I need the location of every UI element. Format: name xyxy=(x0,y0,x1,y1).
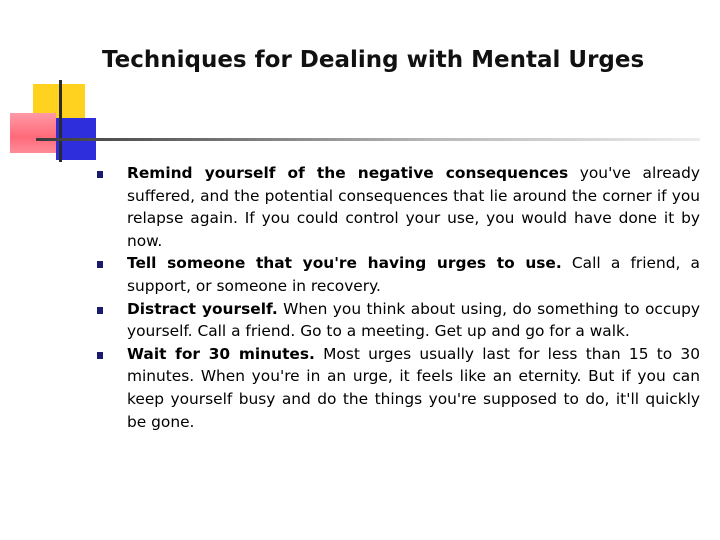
square-bullet-icon xyxy=(97,307,103,314)
bullet-item xyxy=(96,298,700,343)
bullet-list xyxy=(96,162,700,433)
bullet-text: you've already suffered, and the potential consequences that lie around the corner if you relapse again. If you could control your use, you would have done it by now. xyxy=(127,164,700,250)
square-bullet-icon xyxy=(97,352,103,359)
bullet-item xyxy=(96,252,700,297)
bullet-text: Call a friend, a support, or someone in recovery. xyxy=(127,254,700,295)
bullet-lead: Distract yourself. xyxy=(127,299,278,318)
bullet-lead: Remind yourself of the negative consequences xyxy=(127,164,569,182)
bullet-text: When you think about using, do something to occupy yourself. Call a friend. Go to a meeting. Get up and go for a walk. xyxy=(127,299,700,341)
bullet-item xyxy=(96,162,700,252)
decorative-pink-block xyxy=(10,113,56,153)
bullet-lead: Wait for 30 minutes. xyxy=(127,344,315,363)
square-bullet-icon xyxy=(97,171,103,178)
bullet-item xyxy=(96,343,700,433)
decorative-vertical-line xyxy=(59,80,62,162)
slide-title: Techniques for Dealing with Mental Urges xyxy=(102,47,645,73)
bullet-lead: Tell someone that you're having urges to use. xyxy=(127,254,562,273)
square-bullet-icon xyxy=(97,261,103,268)
bullet-text: Most urges usually last for less than 15 to 30 minutes. When you're in an urge, it feels like an eternity. But if you can keep yourself busy and do the things you're supposed to do, it'll quickly be gone. xyxy=(127,344,701,431)
title-underline xyxy=(36,138,700,141)
